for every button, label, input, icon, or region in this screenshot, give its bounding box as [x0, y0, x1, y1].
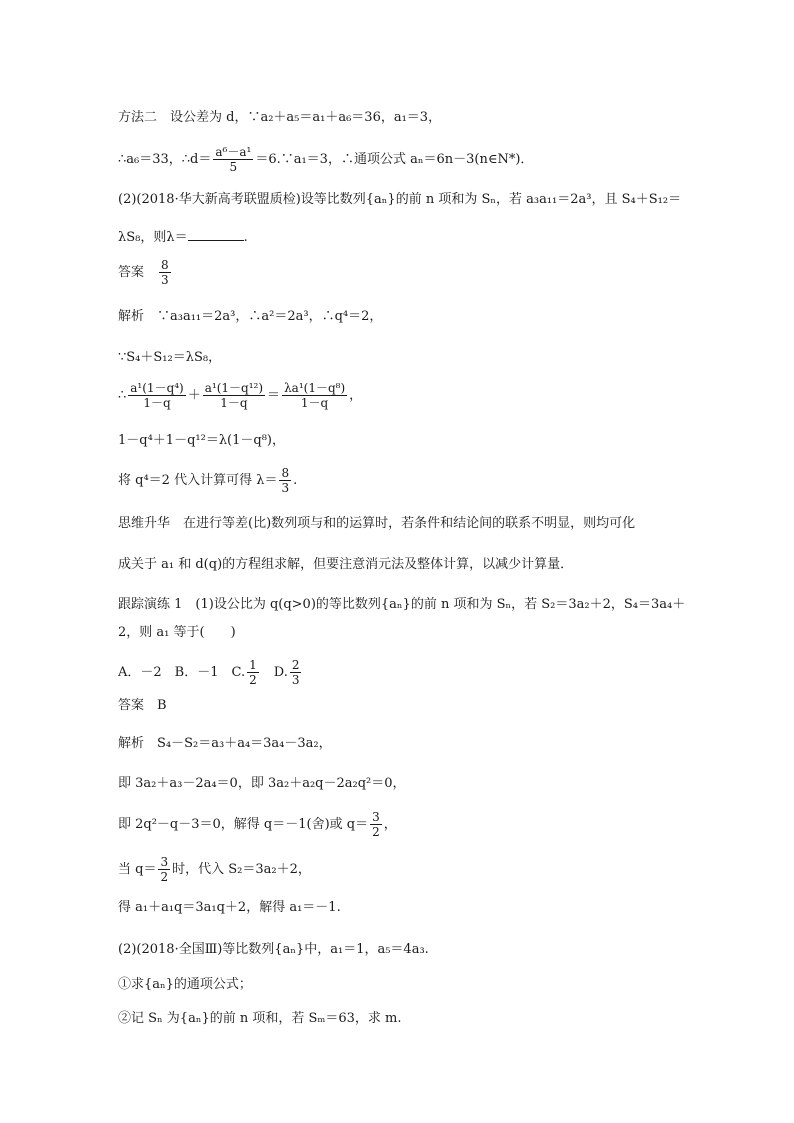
lambda-numerator: 8: [281, 466, 290, 480]
subquestion-1-line: [118, 977, 252, 993]
sum-equation-line: [118, 381, 362, 410]
solution-b-end-3: ，: [383, 817, 397, 832]
thinking-line-1: [118, 516, 635, 532]
answer-b-text: 答案 B: [118, 698, 167, 713]
simplified-line: [118, 433, 285, 449]
choice-d-fraction: [290, 658, 302, 687]
practice-text-1: 跟踪演练 1 (1)设公比为 q(q>0)的等比数列{aₙ}的前 n 项和为 Sₙ，若 S₂＝3a₂＋2，S₄＝3a₄＋: [118, 597, 686, 612]
s4-denominator: 1－q: [143, 396, 171, 410]
s4-fraction: [128, 381, 185, 410]
solution-b-text-2: 即 3a₂＋a₃－2a₄＝0，即 3a₂＋a₂q－2a₂q²＝0，: [118, 776, 406, 791]
lambda-line: [118, 228, 248, 246]
solution-line-2: [118, 350, 221, 366]
solution-text-1: 解析 ∵a₃a₁₁＝2a³，∴a²＝2a³，∴q⁴＝2，: [118, 309, 383, 324]
solution-b-line-2: [118, 776, 406, 792]
s8-fraction: [282, 381, 347, 410]
subquestion-2-text: ②记 Sₙ 为{aₙ}的前 n 项和，若 Sₘ＝63，求 m.: [118, 1011, 402, 1026]
s12-numerator: a¹(1－q¹²): [204, 381, 264, 395]
thinking-line-2: [118, 557, 573, 573]
choices-ab: A．－2 B．－1 C.: [118, 665, 246, 680]
lambda-denominator: 3: [281, 481, 290, 495]
solution-b-line-5: [118, 900, 341, 916]
d-fraction-numerator: a⁶－a¹: [215, 145, 252, 159]
general-term-text: ＝6.∵a₁＝3，∴通项公式 aₙ＝6n－3(n∈N*)．: [255, 152, 534, 167]
answer-denominator: 3: [161, 273, 169, 287]
q-value-denominator: 2: [160, 870, 169, 884]
solution-b-line-4: [118, 855, 311, 884]
solution-b-text-4b: 时，代入 S₂＝3a₂＋2，: [172, 862, 311, 877]
q-value-fraction: [158, 855, 170, 884]
lambda-fraction: [279, 466, 291, 495]
d-fraction: [213, 145, 253, 174]
q-value-numerator: 3: [160, 855, 169, 869]
choice-c-fraction: [247, 658, 259, 687]
q-numerator: 3: [372, 810, 380, 824]
thinking-text-1: 思维升华 在进行等差(比)数列项与和的运算时，若条件和结论间的联系不明显，则均可化: [118, 516, 636, 531]
practice-text-2: 2，则 a₁ 等于( ): [118, 625, 236, 640]
method-two-line: [118, 110, 441, 126]
solution-b-text-4a: 当 q＝: [118, 862, 157, 877]
subquestion-1-text: ①求{aₙ}的通项公式；: [118, 977, 252, 992]
choice-d-numerator: 2: [291, 658, 300, 672]
subquestion-2-line: [118, 1011, 402, 1027]
practice-line-1: [118, 597, 685, 613]
choice-d-label: D.: [260, 665, 288, 680]
d-fraction-denominator: 5: [229, 160, 238, 174]
solution-b-line-1: [118, 736, 332, 752]
lambda-period: .: [243, 230, 248, 245]
question-2-text: (2)(2018·华大新高考联盟质检)设等比数列{aₙ}的前 n 项和为 Sₙ，若 a₃a₁₁＝2a³，且 S₄＋S₁₂＝: [118, 192, 682, 207]
q-denominator: 2: [372, 825, 380, 839]
choice-c-numerator: 1: [249, 658, 257, 672]
answer-blank: [188, 228, 244, 241]
solution-text-2: ∵S₄＋S₁₂＝λS₈，: [118, 350, 222, 365]
solution-b-text-3: 即 2q²－q－3＝0，解得 q＝－1(舍)或 q＝: [118, 817, 369, 832]
practice-line-2: [118, 625, 236, 641]
solution-b-line-3: [118, 810, 397, 839]
question-2-line: [118, 192, 681, 208]
s12-fraction: [203, 381, 265, 410]
s12-denominator: 1－q: [220, 396, 248, 410]
a6-text: ∴a₆＝33，∴d＝: [118, 152, 212, 167]
answer-fraction: [159, 258, 171, 287]
solution-b-text-1: 解析 S₄－S₂＝a₃＋a₄＝3a₄－3a₂，: [118, 736, 332, 751]
s8-numerator: λa¹(1－q⁸): [284, 381, 346, 395]
therefore-symbol: ∴: [118, 388, 127, 403]
q-fraction: [370, 810, 382, 839]
question-b2-text: (2)(2018·全国Ⅲ)等比数列{aₙ}中，a₁＝1，a₅＝4a₃.: [118, 942, 429, 957]
answer-line: [118, 258, 173, 287]
plus-sign: ＋: [187, 388, 201, 403]
solution-line-1: [118, 309, 382, 325]
solution-b-text-5: 得 a₁＋a₁q＝3a₁q＋2，解得 a₁＝－1.: [118, 900, 341, 915]
substitute-line: [118, 466, 297, 495]
method-two-text: 方法二 设公差为 d，∵a₂＋a₅＝a₁＋a₆＝36，a₁＝3，: [118, 110, 442, 125]
substitute-end: .: [293, 473, 298, 488]
question-b2-line: [118, 942, 429, 958]
s8-denominator: 1－q: [300, 396, 329, 410]
a6-formula-line: [118, 145, 533, 174]
substitute-text: 将 q⁴＝2 代入计算可得 λ＝: [118, 473, 278, 488]
answer-label: 答案: [118, 265, 158, 280]
answer-b-line: [118, 698, 167, 714]
sum-equation-end: ，: [349, 388, 363, 403]
thinking-text-2: 成关于 a₁ 和 d(q)的方程组求解，但要注意消元法及整体计算，以减少计算量．: [118, 557, 574, 572]
choice-c-denominator: 2: [249, 673, 257, 687]
lambda-text: λS₈，则λ＝: [118, 230, 188, 245]
choice-d-denominator: 3: [291, 673, 300, 687]
answer-numerator: 8: [161, 258, 169, 272]
equals-sign: ＝: [267, 388, 281, 403]
choices-line: [118, 658, 303, 687]
simplified-text: 1－q⁴＋1－q¹²＝λ(1－q⁸)，: [118, 433, 286, 448]
s4-numerator: a¹(1－q⁴): [130, 381, 184, 395]
